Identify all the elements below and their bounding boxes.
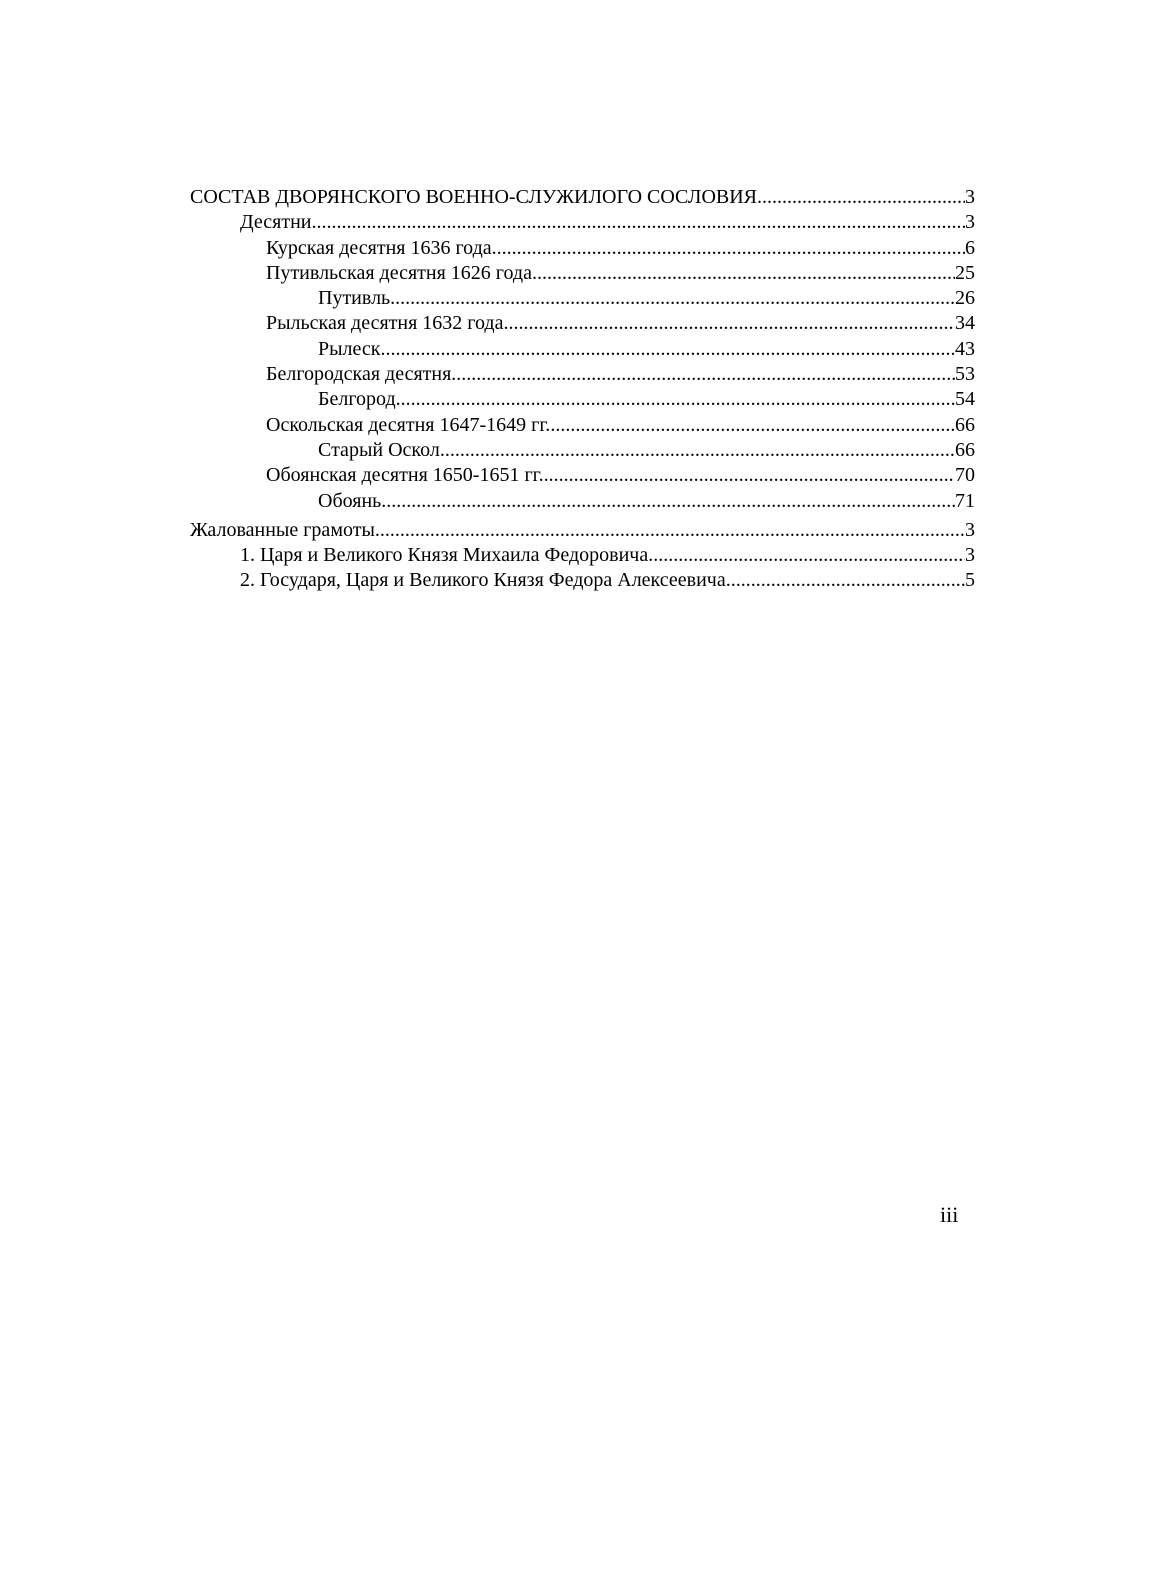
- toc-entry-page: 3: [965, 544, 975, 567]
- toc-dot-leader: [757, 185, 965, 210]
- toc-entry-page: 3: [965, 518, 975, 541]
- toc-entry-page: 25: [955, 261, 975, 284]
- toc-dot-leader: [381, 337, 955, 362]
- toc-entry-page: 43: [955, 337, 975, 360]
- toc-entry-oskol-desyatnya[interactable]: [190, 413, 975, 438]
- toc-entry-oboyan-desyatnya[interactable]: [190, 463, 975, 488]
- toc-entry-title: 1. Царя и Великого Князя Михаила Федоровича: [240, 544, 649, 567]
- toc-entry-title: Обоянь: [318, 489, 382, 512]
- toc-entry-title: Оскольская десятня 1647-1649 гг.: [266, 413, 551, 436]
- toc-entry-title: Старый Оскол: [318, 438, 440, 461]
- toc-dot-leader: [381, 489, 955, 514]
- toc-entry-gramota-mikhail[interactable]: [190, 543, 975, 568]
- toc-entry-page: 6: [965, 236, 975, 259]
- toc-entry-kursk[interactable]: [190, 236, 975, 261]
- toc-dot-leader: [726, 568, 965, 593]
- toc-dot-leader: [440, 438, 955, 463]
- toc-entry-page: 53: [955, 363, 975, 386]
- toc-entry-page: 70: [955, 464, 975, 487]
- toc-entry-title: Обоянская десятня 1650-1651 гг.: [266, 464, 544, 487]
- toc-entry-title: 2. Государя, Царя и Великого Князя Федора Алексеевича: [240, 569, 726, 592]
- toc-entry-putivl-desyatnya[interactable]: [190, 261, 975, 286]
- toc-entry-belgorod-desyatnya[interactable]: [190, 362, 975, 387]
- toc-entry-title: Путивльская десятня 1626 года.: [266, 261, 537, 284]
- toc-entry-zhalovannye-gramoty[interactable]: [190, 518, 975, 543]
- toc-dot-leader: [544, 463, 955, 488]
- toc-entry-title: Жалованные грамоты: [190, 518, 375, 541]
- toc-entry-title: Курская десятня 1636 года: [266, 236, 492, 259]
- toc-dot-leader: [492, 236, 965, 261]
- toc-entry-title: Белгород: [318, 388, 396, 411]
- toc-dot-leader: [550, 413, 955, 438]
- toc-entry-gramota-fedor[interactable]: [190, 568, 975, 593]
- toc-dot-leader: [537, 261, 955, 286]
- toc-entry-page: 3: [965, 211, 975, 234]
- toc-entry-belgorod[interactable]: [190, 387, 975, 412]
- toc-dot-leader: [396, 387, 955, 412]
- toc-entry-page: 5: [965, 569, 975, 592]
- toc-dot-leader: [375, 518, 965, 543]
- toc-entry-page: 71: [955, 489, 975, 512]
- toc-dot-leader: [451, 362, 955, 387]
- toc-entry-page: 66: [955, 438, 975, 461]
- toc-entry-putivl[interactable]: [190, 286, 975, 311]
- toc-dot-leader: [311, 210, 965, 235]
- toc-dot-leader: [390, 286, 955, 311]
- toc-entry-title: Белгородская десятня: [266, 363, 452, 386]
- toc-entry-page: 66: [955, 413, 975, 436]
- toc-dot-leader: [503, 311, 955, 336]
- table-of-contents: [190, 185, 975, 594]
- toc-dot-leader: [648, 543, 965, 568]
- toc-entry-title: СОСТАВ ДВОРЯНСКОГО ВОЕННО-СЛУЖИЛОГО СОСЛОВИЯ: [190, 186, 758, 208]
- toc-entry-page: 26: [955, 287, 975, 310]
- toc-entry-title: Рылеск: [318, 337, 381, 360]
- toc-entry-rylesk[interactable]: [190, 337, 975, 362]
- toc-entry-page: 54: [955, 388, 975, 411]
- page-number: iii: [940, 1202, 959, 1227]
- toc-entry-rylsk-desyatnya[interactable]: [190, 311, 975, 336]
- toc-entry-title: Рыльская десятня 1632 года: [266, 312, 504, 335]
- toc-entry-oboyan[interactable]: [190, 489, 975, 514]
- toc-entry-desyatni[interactable]: [190, 210, 975, 235]
- toc-entry-page: 34: [955, 312, 975, 335]
- toc-entry-stary-oskol[interactable]: [190, 438, 975, 463]
- toc-entry-title: Путивль: [318, 287, 391, 310]
- toc-entry-page: 3: [965, 186, 975, 208]
- toc-entry-sostav[interactable]: [190, 185, 975, 210]
- toc-entry-title: Десятни: [240, 211, 312, 234]
